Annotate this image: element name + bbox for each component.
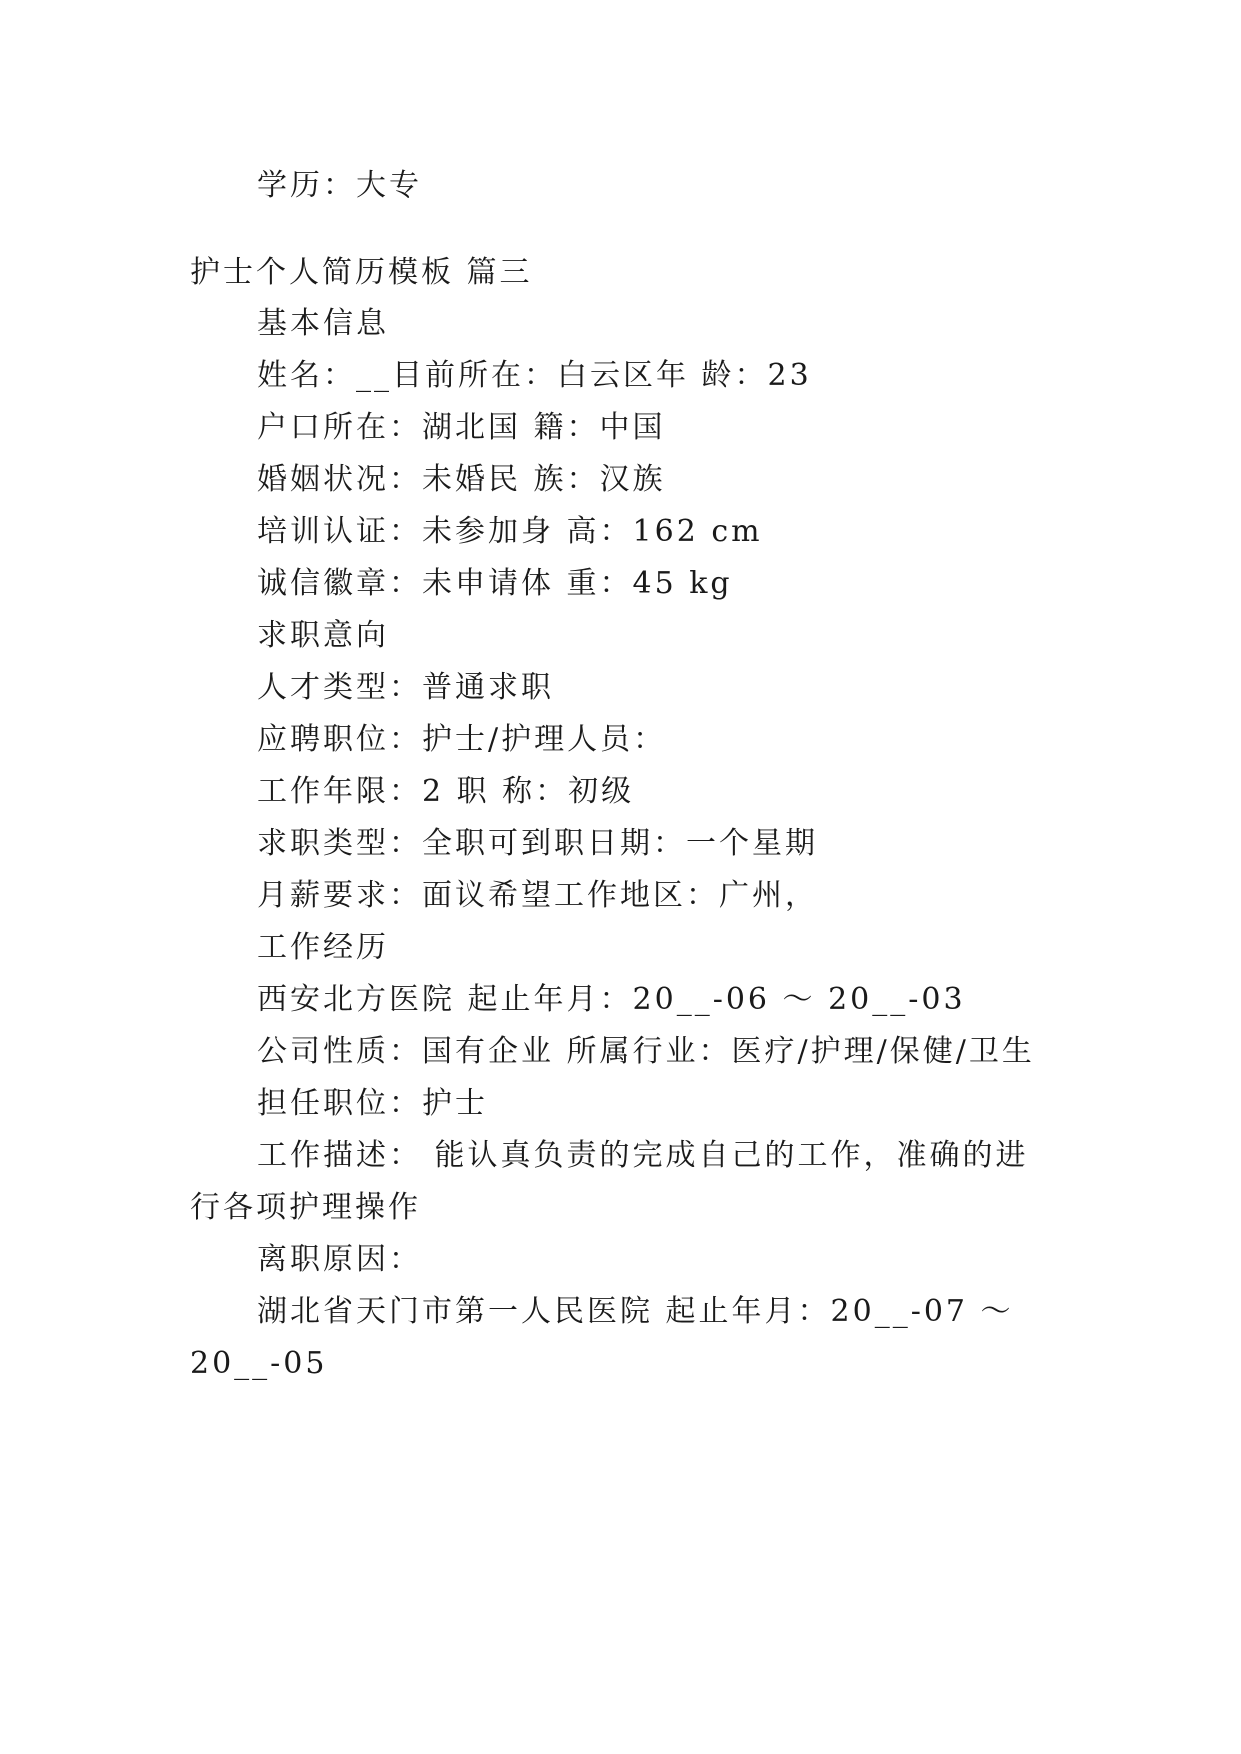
credit-line: 诚信徽章：未申请体 重：45 kg bbox=[257, 566, 733, 601]
employer-2-date-continuation: 20__-05 bbox=[190, 1346, 328, 1381]
position-line: 应聘职位：护士/护理人员： bbox=[257, 722, 667, 757]
job-description-continuation: 行各项护理操作 bbox=[190, 1190, 421, 1225]
section-title: 护士个人简历模板 篇三 bbox=[190, 255, 533, 290]
job-type-line: 求职类型：全职可到职日期：一个星期 bbox=[257, 826, 818, 861]
job-intention-heading: 求职意向 bbox=[257, 618, 389, 653]
work-years-line: 工作年限：2 职 称：初级 bbox=[257, 774, 635, 809]
leave-reason-line: 离职原因： bbox=[257, 1242, 422, 1277]
salary-line: 月薪要求：面议希望工作地区：广州， bbox=[257, 878, 818, 913]
basic-info-heading: 基本信息 bbox=[257, 306, 389, 341]
held-position-line: 担任职位：护士 bbox=[257, 1086, 488, 1121]
employer-1-line: 西安北方医院 起止年月：20__-06 ～ 20__-03 bbox=[257, 982, 966, 1017]
education-line: 学历：大专 bbox=[257, 168, 422, 203]
hukou-line: 户口所在：湖北国 籍：中国 bbox=[257, 410, 666, 445]
talent-type-line: 人才类型：普通求职 bbox=[257, 670, 554, 705]
marital-line: 婚姻状况：未婚民 族：汉族 bbox=[257, 462, 666, 497]
work-experience-heading: 工作经历 bbox=[257, 930, 389, 965]
name-line: 姓名：__目前所在：白云区年 龄：23 bbox=[257, 358, 812, 393]
employer-2-line: 湖北省天门市第一人民医院 起止年月：20__-07 ～ bbox=[257, 1294, 1014, 1329]
company-nature-line: 公司性质：国有企业 所属行业：医疗/护理/保健/卫生 bbox=[257, 1034, 1035, 1069]
training-line: 培训认证：未参加身 高：162 cm bbox=[257, 514, 763, 549]
job-description-line: 工作描述： 能认真负责的完成自己的工作，准确的进 bbox=[257, 1138, 1029, 1173]
